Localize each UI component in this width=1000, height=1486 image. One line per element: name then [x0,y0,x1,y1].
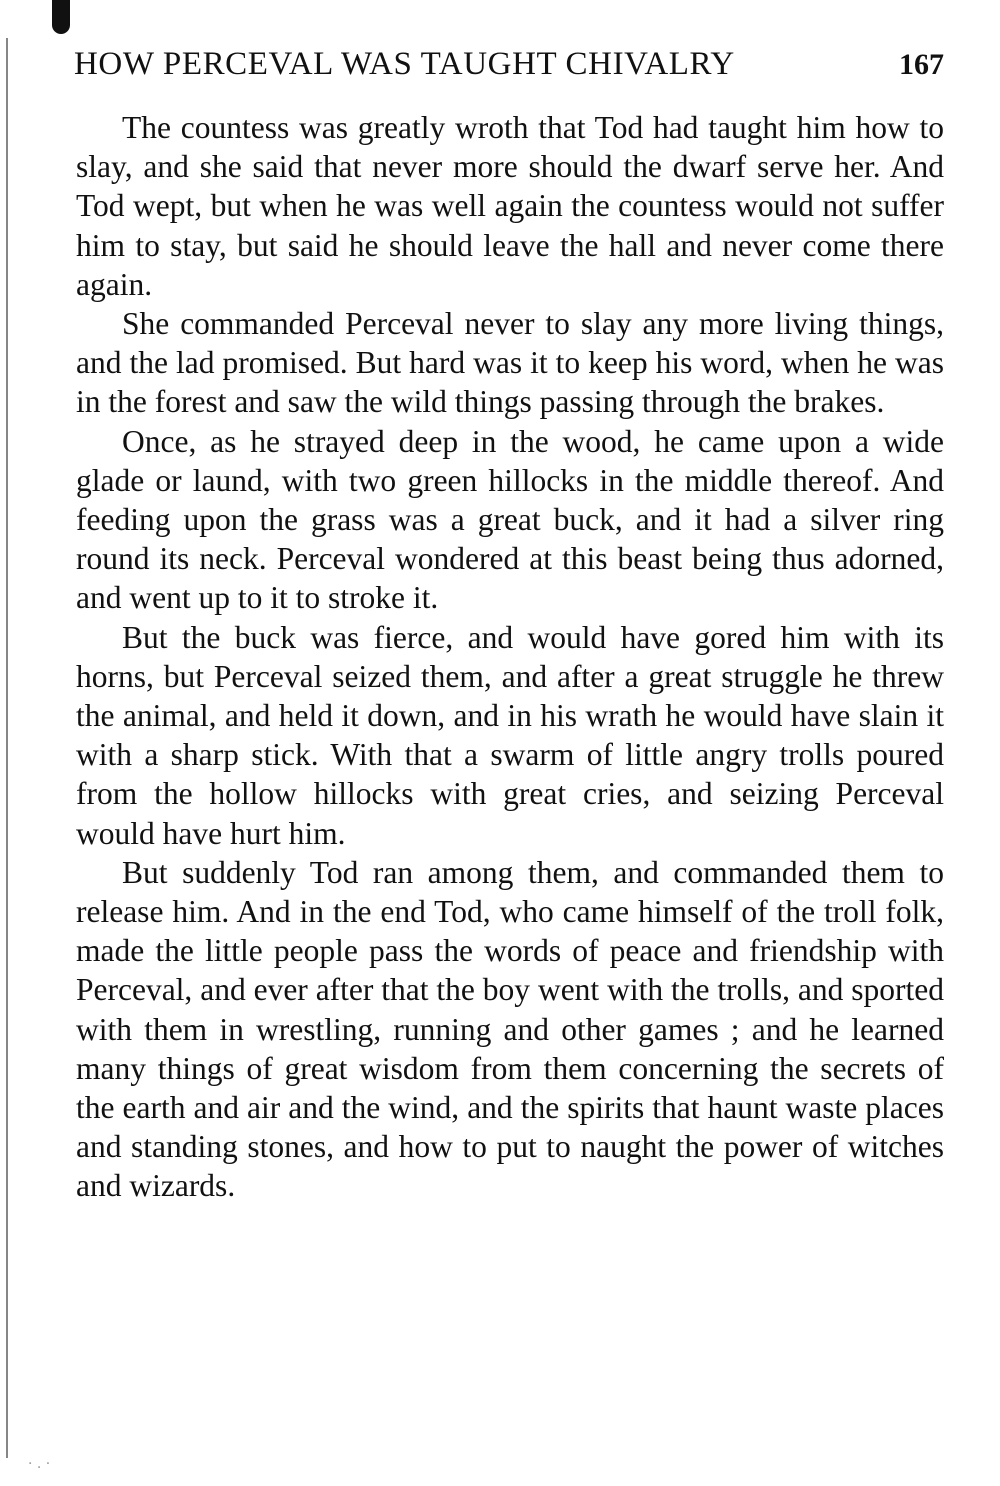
ink-blot-mark [52,0,70,34]
scan-smudge: · . · [28,1456,51,1472]
paragraph: But the buck was fierce, and would have gored him with its horns, but Perceval seized them, and after a great struggle he threw the animal, and held it down, and in his wrath he would have slain it with a sharp stick. With that a swarm of little angry trolls poured from the hollow hillocks with great cries, and seizing Perceval would have hurt him. [76,619,944,851]
running-title: HOW PERCEVAL WAS TAUGHT CHIVALRY [74,46,735,82]
paragraph: But suddenly Tod ran among them, and commanded them to release him. And in the end Tod, who came himself of the troll folk, made the little people pass the words of peace and friendship with Perceval, and ever after that the boy went with the trolls, and sported with them in wrestling, running and other games ; and he learned many things of great wisdom from them concerning the secrets of the earth and air and the wind, and the spirits that haunt waste places and standing stones, and how to put to naught the power of witches and wizards. [76,854,944,1204]
paragraph: She commanded Perceval never to slay any more living things, and the lad promised. But hard was it to keep his word, when he was in the forest and saw the wild things passing through the brakes. [76,306,944,420]
paragraph: The countess was greatly wroth that Tod had taught him how to slay, and she said that never more should the dwarf serve her. And Tod wept, but when he was well again the countess would not suffer him to stay, but said he should leave the hall and never come there again. [76,110,944,302]
binding-edge-line [6,38,8,1458]
running-head [74,46,944,96]
body-text [76,108,944,1206]
paragraph: Once, as he strayed deep in the wood, he came upon a wide glade or laund, with two green hillocks in the middle thereof. And feeding upon the grass was a great buck, and it had a silver ring round its neck. Perceval wondered at this beast being thus adorned, and went up to it to stroke it. [76,423,944,616]
page-number: 167 [899,48,944,81]
